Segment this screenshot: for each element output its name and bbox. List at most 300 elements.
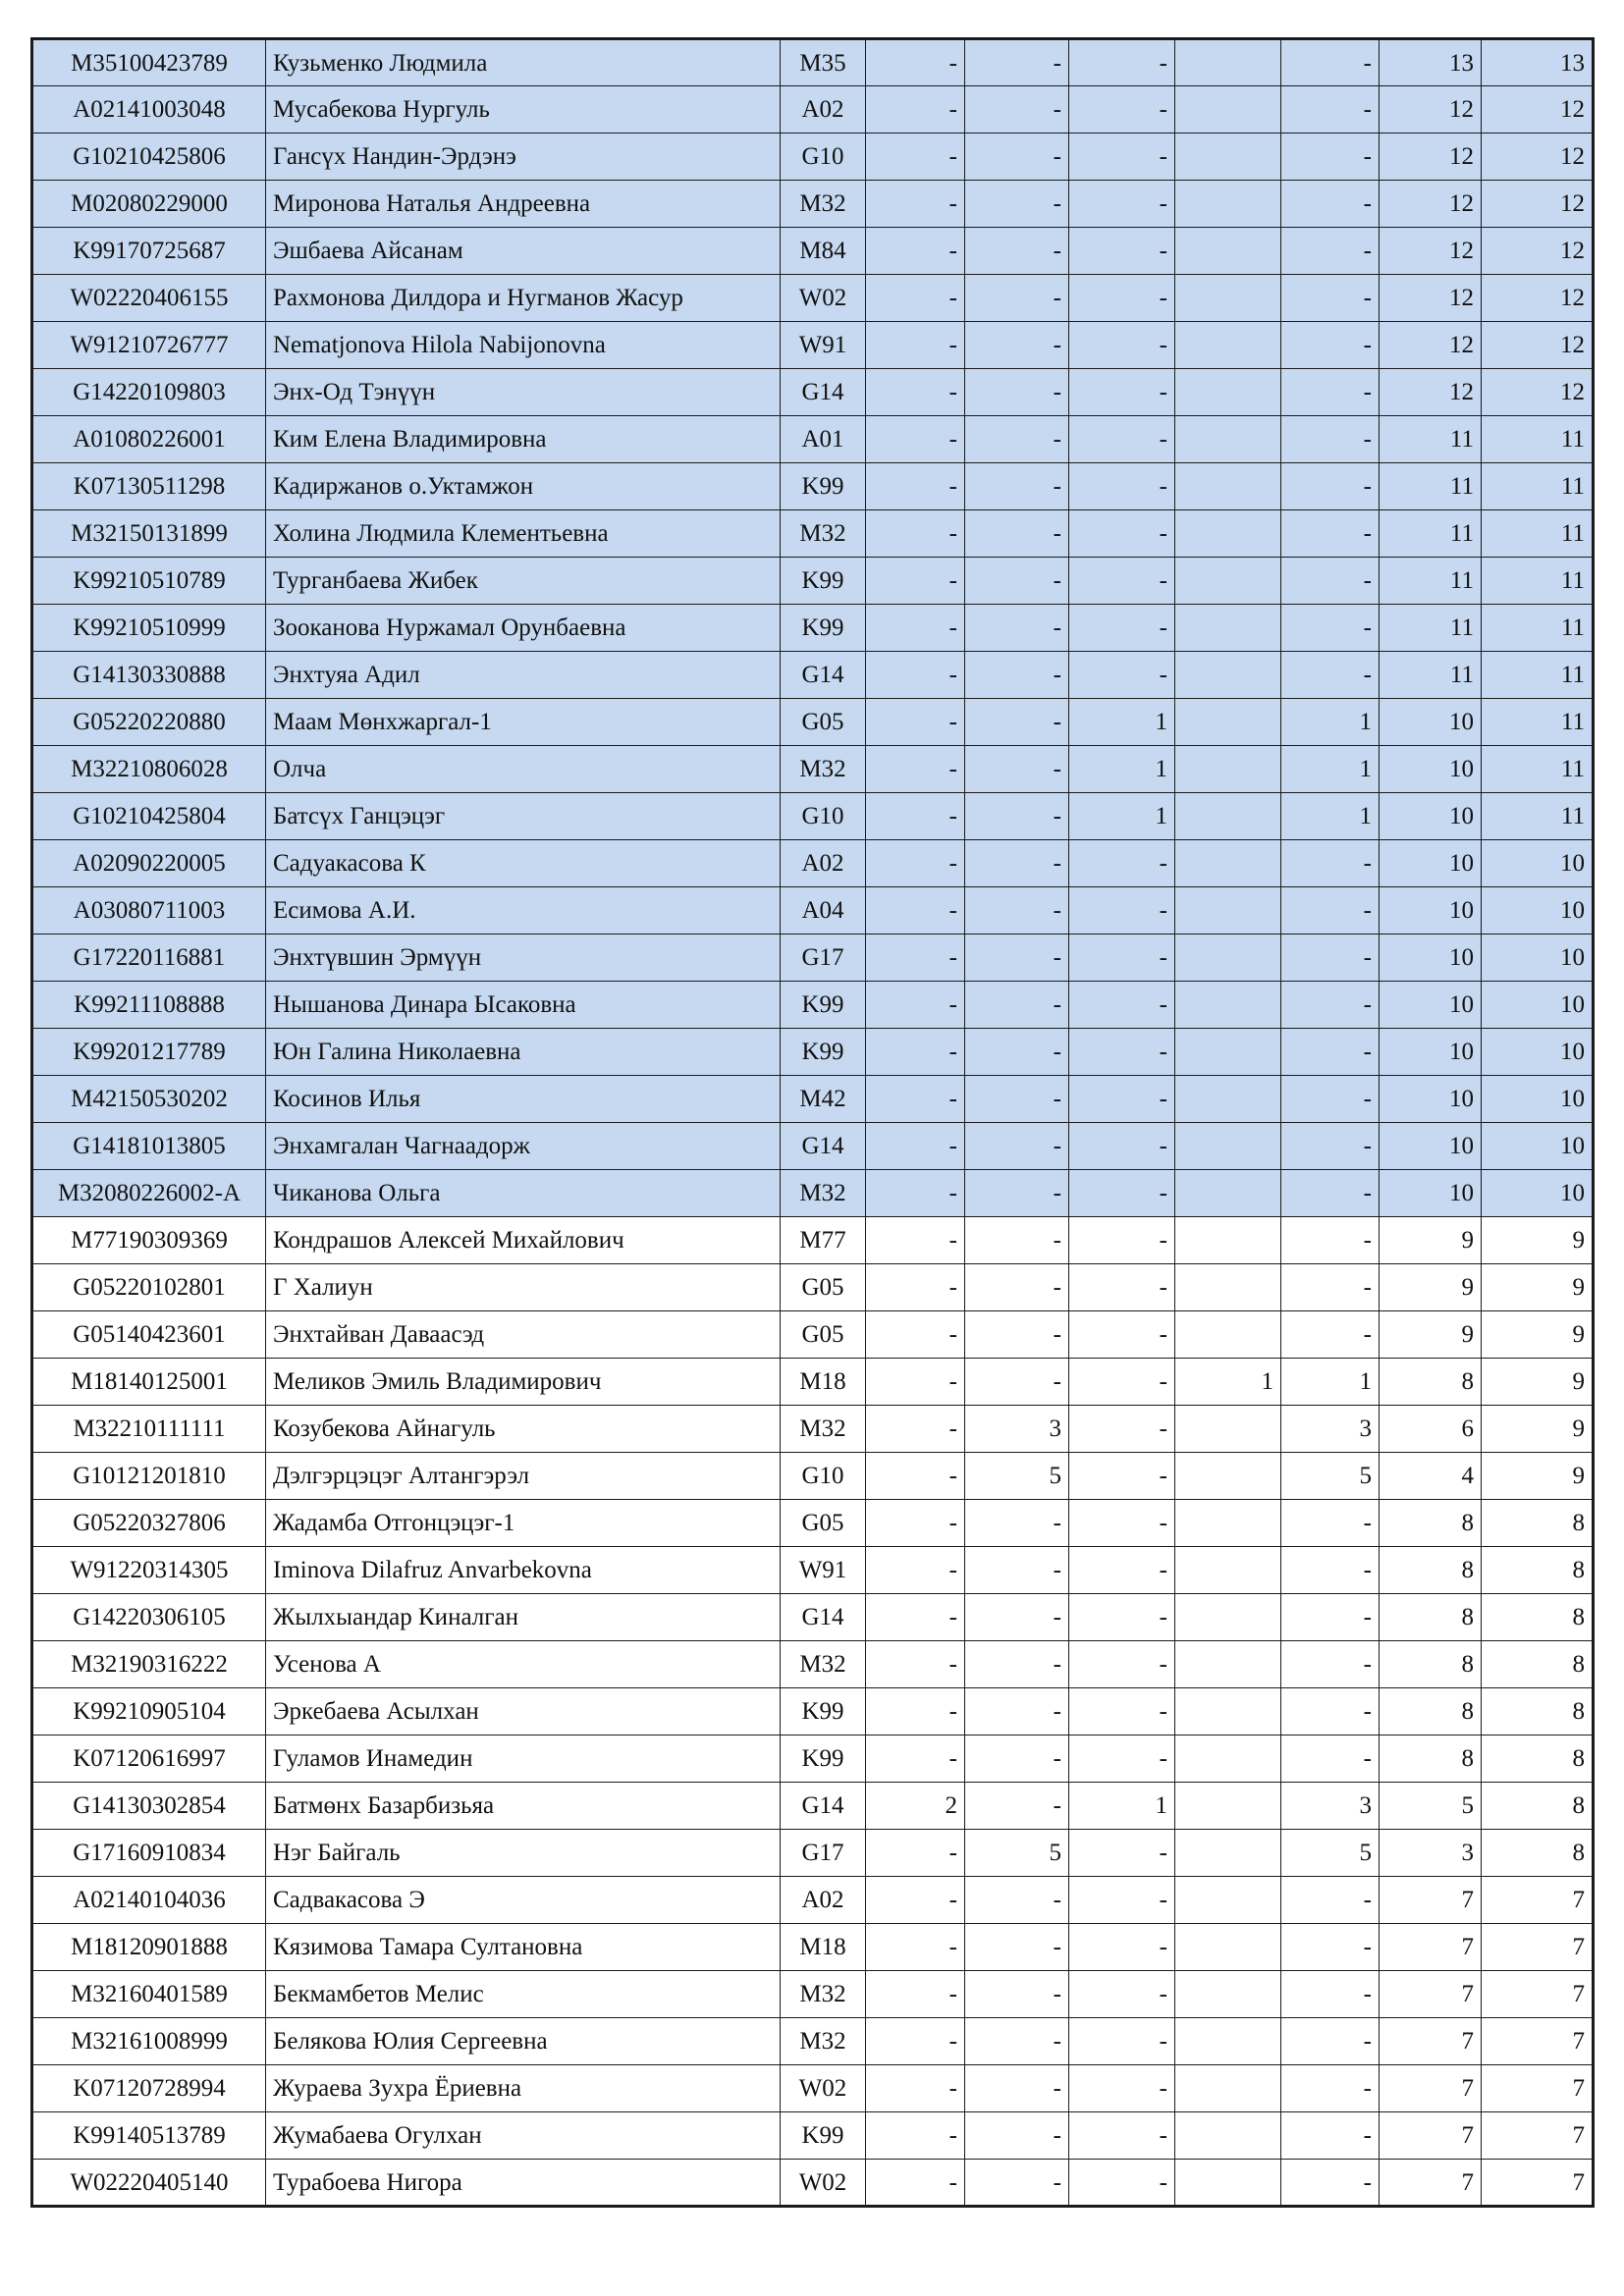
value-cell-5: 5 [1281,1830,1380,1877]
value-cell-2: - [965,1170,1069,1217]
value-cell-1: - [866,2160,965,2207]
total-cell: 12 [1482,181,1594,228]
value-cell-4 [1175,1688,1281,1735]
value-cell-1: - [866,1971,965,2018]
member-name-cell: Энхтуяа Адил [266,652,781,699]
total-cell: 12 [1482,86,1594,133]
value-cell-1: - [866,605,965,652]
value-cell-5: - [1281,1076,1380,1123]
value-cell-6: 8 [1380,1547,1482,1594]
value-cell-3: - [1069,982,1175,1029]
value-cell-3: 1 [1069,746,1175,793]
group-code-cell: G14 [781,1123,866,1170]
value-cell-4 [1175,934,1281,982]
value-cell-5: - [1281,2160,1380,2207]
total-cell: 10 [1482,840,1594,887]
group-code-cell: A01 [781,416,866,463]
value-cell-4 [1175,181,1281,228]
value-cell-1: - [866,86,965,133]
value-cell-6: 8 [1380,1735,1482,1783]
value-cell-4 [1175,416,1281,463]
value-cell-1: - [866,746,965,793]
total-cell: 8 [1482,1594,1594,1641]
total-cell: 11 [1482,558,1594,605]
group-code-cell: M32 [781,746,866,793]
group-code-cell: M84 [781,228,866,275]
value-cell-6: 10 [1380,1170,1482,1217]
value-cell-4 [1175,2160,1281,2207]
value-cell-1: - [866,793,965,840]
value-cell-5: - [1281,1594,1380,1641]
value-cell-3: - [1069,840,1175,887]
value-cell-4 [1175,1453,1281,1500]
member-name-cell: Олча [266,746,781,793]
value-cell-4 [1175,652,1281,699]
value-cell-6: 7 [1380,1924,1482,1971]
value-cell-6: 10 [1380,793,1482,840]
value-cell-1: - [866,1594,965,1641]
group-code-cell: M32 [781,1170,866,1217]
member-id-cell: G14220109803 [32,369,266,416]
total-cell: 10 [1482,982,1594,1029]
group-code-cell: A02 [781,86,866,133]
value-cell-6: 10 [1380,1029,1482,1076]
table-row [32,699,1594,746]
value-cell-2: - [965,1783,1069,1830]
value-cell-5: - [1281,1735,1380,1783]
member-id-cell: K99201217789 [32,1029,266,1076]
value-cell-3: - [1069,1170,1175,1217]
value-cell-2: - [965,322,1069,369]
value-cell-6: 5 [1380,1783,1482,1830]
value-cell-4 [1175,86,1281,133]
value-cell-1: - [866,699,965,746]
value-cell-3: - [1069,1641,1175,1688]
value-cell-3: - [1069,1123,1175,1170]
value-cell-6: 10 [1380,840,1482,887]
value-cell-4 [1175,746,1281,793]
total-cell: 12 [1482,322,1594,369]
value-cell-3: - [1069,1217,1175,1264]
value-cell-2: - [965,86,1069,133]
group-code-cell: K99 [781,558,866,605]
value-cell-5: - [1281,840,1380,887]
member-id-cell: M35100423789 [32,39,266,86]
group-code-cell: M32 [781,1641,866,1688]
value-cell-6: 8 [1380,1594,1482,1641]
member-id-cell: M77190309369 [32,1217,266,1264]
value-cell-1: - [866,1123,965,1170]
value-cell-3: - [1069,1311,1175,1359]
table-row [32,1877,1594,1924]
value-cell-3: - [1069,322,1175,369]
value-cell-1: - [866,1311,965,1359]
total-cell: 7 [1482,2160,1594,2207]
table-row [32,2112,1594,2160]
group-code-cell: M32 [781,181,866,228]
value-cell-6: 8 [1380,1500,1482,1547]
value-cell-6: 6 [1380,1406,1482,1453]
value-cell-1: - [866,133,965,181]
group-code-cell: G14 [781,1594,866,1641]
value-cell-6: 7 [1380,2160,1482,2207]
table-row [32,181,1594,228]
value-cell-4 [1175,605,1281,652]
value-cell-3: - [1069,181,1175,228]
value-cell-3: - [1069,652,1175,699]
value-cell-2: - [965,746,1069,793]
value-cell-2: - [965,2018,1069,2065]
total-cell: 8 [1482,1500,1594,1547]
value-cell-2: 5 [965,1453,1069,1500]
value-cell-2: - [965,369,1069,416]
value-cell-6: 10 [1380,934,1482,982]
table-row [32,982,1594,1029]
value-cell-6: 8 [1380,1641,1482,1688]
value-cell-3: - [1069,934,1175,982]
group-code-cell: M77 [781,1217,866,1264]
table-body [32,39,1594,2207]
value-cell-1: - [866,1453,965,1500]
value-cell-6: 9 [1380,1311,1482,1359]
member-name-cell: Холина Людмила Клементьевна [266,510,781,558]
value-cell-6: 11 [1380,558,1482,605]
table-row [32,2160,1594,2207]
value-cell-2: - [965,2160,1069,2207]
value-cell-4 [1175,322,1281,369]
member-name-cell: Козубекова Айнагуль [266,1406,781,1453]
member-name-cell: Усенова А [266,1641,781,1688]
group-code-cell: M32 [781,1406,866,1453]
value-cell-6: 10 [1380,746,1482,793]
group-code-cell: W02 [781,275,866,322]
value-cell-4: 1 [1175,1359,1281,1406]
value-cell-1: - [866,1500,965,1547]
value-cell-4 [1175,558,1281,605]
member-name-cell: Зооканова Нуржамал Орунбаевна [266,605,781,652]
value-cell-6: 7 [1380,2112,1482,2160]
group-code-cell: G05 [781,1264,866,1311]
member-name-cell: Нэг Байгаль [266,1830,781,1877]
value-cell-3: - [1069,558,1175,605]
group-code-cell: M35 [781,39,866,86]
member-name-cell: Турабоева Нигора [266,2160,781,2207]
value-cell-6: 10 [1380,1123,1482,1170]
group-code-cell: G05 [781,699,866,746]
group-code-cell: G10 [781,1453,866,1500]
value-cell-4 [1175,2112,1281,2160]
member-name-cell: Батмөнх Базарбизьяа [266,1783,781,1830]
member-id-cell: G10210425804 [32,793,266,840]
value-cell-5: - [1281,1029,1380,1076]
value-cell-3: - [1069,275,1175,322]
total-cell: 11 [1482,746,1594,793]
value-cell-1: - [866,840,965,887]
value-cell-1: - [866,558,965,605]
value-cell-6: 11 [1380,510,1482,558]
member-id-cell: M32161008999 [32,2018,266,2065]
group-code-cell: G05 [781,1311,866,1359]
value-cell-3: - [1069,1453,1175,1500]
value-cell-1: - [866,2065,965,2112]
value-cell-5: - [1281,369,1380,416]
value-cell-6: 8 [1380,1688,1482,1735]
value-cell-6: 10 [1380,982,1482,1029]
value-cell-6: 12 [1380,133,1482,181]
member-id-cell: A02141003048 [32,86,266,133]
value-cell-4 [1175,1217,1281,1264]
value-cell-3: - [1069,1924,1175,1971]
value-cell-2: - [965,1594,1069,1641]
table-row [32,1924,1594,1971]
value-cell-5: - [1281,558,1380,605]
total-cell: 11 [1482,416,1594,463]
value-cell-6: 8 [1380,1359,1482,1406]
value-cell-5: - [1281,1971,1380,2018]
value-cell-1: - [866,1359,965,1406]
member-id-cell: K99211108888 [32,982,266,1029]
value-cell-1: - [866,1877,965,1924]
member-name-cell: Энхтүвшин Эрмүүн [266,934,781,982]
table-row [32,228,1594,275]
table-row [32,1123,1594,1170]
member-name-cell: Нышанова Динара Ысаковна [266,982,781,1029]
member-id-cell: K07120616997 [32,1735,266,1783]
value-cell-2: - [965,1500,1069,1547]
member-name-cell: Эшбаева Айсанам [266,228,781,275]
member-name-cell: Энхамгалан Чагнаадорж [266,1123,781,1170]
value-cell-5: 3 [1281,1406,1380,1453]
value-cell-4 [1175,510,1281,558]
table-row [32,416,1594,463]
table-row [32,1688,1594,1735]
value-cell-5: - [1281,887,1380,934]
group-code-cell: A02 [781,840,866,887]
member-name-cell: Кондрашов Алексей Михайлович [266,1217,781,1264]
value-cell-3: - [1069,1594,1175,1641]
value-cell-2: - [965,1688,1069,1735]
table-row [32,275,1594,322]
value-cell-1: - [866,2112,965,2160]
table-row [32,322,1594,369]
total-cell: 9 [1482,1217,1594,1264]
value-cell-6: 10 [1380,699,1482,746]
total-cell: 7 [1482,2112,1594,2160]
member-id-cell: G17220116881 [32,934,266,982]
total-cell: 12 [1482,369,1594,416]
value-cell-6: 12 [1380,228,1482,275]
group-code-cell: G05 [781,1500,866,1547]
value-cell-4 [1175,840,1281,887]
table-row [32,1735,1594,1783]
group-code-cell: M32 [781,1971,866,2018]
table-row [32,558,1594,605]
value-cell-1: - [866,275,965,322]
value-cell-2: - [965,1641,1069,1688]
total-cell: 12 [1482,275,1594,322]
table-row [32,887,1594,934]
value-cell-6: 12 [1380,369,1482,416]
group-code-cell: W91 [781,322,866,369]
value-cell-3: - [1069,369,1175,416]
total-cell: 9 [1482,1264,1594,1311]
total-cell: 11 [1482,605,1594,652]
value-cell-4 [1175,463,1281,510]
value-cell-4 [1175,1735,1281,1783]
value-cell-2: - [965,1359,1069,1406]
value-cell-5: - [1281,1311,1380,1359]
value-cell-6: 9 [1380,1217,1482,1264]
member-id-cell: K07120728994 [32,2065,266,2112]
value-cell-1: - [866,1830,965,1877]
table-row [32,1170,1594,1217]
value-cell-2: - [965,228,1069,275]
value-cell-5: - [1281,228,1380,275]
value-cell-3: - [1069,1830,1175,1877]
member-id-cell: M02080229000 [32,181,266,228]
value-cell-2: - [965,887,1069,934]
value-cell-6: 7 [1380,2065,1482,2112]
value-cell-5: - [1281,1217,1380,1264]
group-code-cell: K99 [781,1029,866,1076]
value-cell-2: - [965,1735,1069,1783]
value-cell-4 [1175,1877,1281,1924]
member-name-cell: Мусабекова Нургуль [266,86,781,133]
value-cell-3: - [1069,1877,1175,1924]
value-cell-6: 12 [1380,86,1482,133]
value-cell-2: - [965,840,1069,887]
value-cell-5: - [1281,1924,1380,1971]
value-cell-1: - [866,181,965,228]
member-id-cell: G14181013805 [32,1123,266,1170]
value-cell-2: - [965,934,1069,982]
member-id-cell: W02220406155 [32,275,266,322]
value-cell-2: - [965,1924,1069,1971]
value-cell-1: - [866,652,965,699]
value-cell-5: - [1281,2065,1380,2112]
table-row [32,2018,1594,2065]
member-id-cell: G10210425806 [32,133,266,181]
member-name-cell: Рахмонова Дилдора и Нугманов Жасур [266,275,781,322]
value-cell-5: - [1281,1641,1380,1688]
member-id-cell: G05140423601 [32,1311,266,1359]
value-cell-3: - [1069,605,1175,652]
value-cell-3: - [1069,1359,1175,1406]
value-cell-6: 4 [1380,1453,1482,1500]
member-id-cell: K99140513789 [32,2112,266,2160]
value-cell-1: - [866,887,965,934]
member-id-cell: K99210510999 [32,605,266,652]
total-cell: 12 [1482,228,1594,275]
value-cell-2: - [965,1311,1069,1359]
value-cell-3: - [1069,463,1175,510]
value-cell-1: - [866,1217,965,1264]
value-cell-1: - [866,2018,965,2065]
member-name-cell: Г Халиун [266,1264,781,1311]
total-cell: 10 [1482,1123,1594,1170]
value-cell-1: - [866,322,965,369]
value-cell-1: - [866,39,965,86]
value-cell-2: - [965,181,1069,228]
value-cell-5: - [1281,86,1380,133]
value-cell-6: 12 [1380,275,1482,322]
value-cell-6: 7 [1380,2018,1482,2065]
value-cell-4 [1175,275,1281,322]
member-name-cell: Гуламов Инамедин [266,1735,781,1783]
value-cell-5: - [1281,275,1380,322]
total-cell: 7 [1482,2065,1594,2112]
value-cell-5: - [1281,982,1380,1029]
member-id-cell: K99170725687 [32,228,266,275]
table-row [32,793,1594,840]
value-cell-6: 10 [1380,1076,1482,1123]
table-row [32,1783,1594,1830]
value-cell-2: - [965,793,1069,840]
member-name-cell: Белякова Юлия Сергеевна [266,2018,781,2065]
value-cell-2: - [965,605,1069,652]
table-row [32,1029,1594,1076]
group-code-cell: W02 [781,2160,866,2207]
value-cell-5: 5 [1281,1453,1380,1500]
value-cell-4 [1175,1029,1281,1076]
total-cell: 10 [1482,934,1594,982]
value-cell-4 [1175,1500,1281,1547]
value-cell-5: 1 [1281,746,1380,793]
table-row [32,369,1594,416]
value-cell-2: - [965,463,1069,510]
table-row [32,1547,1594,1594]
value-cell-1: - [866,1170,965,1217]
value-cell-4 [1175,1830,1281,1877]
total-cell: 10 [1482,1029,1594,1076]
member-name-cell: Жылхыандар Киналган [266,1594,781,1641]
table-row [32,2065,1594,2112]
value-cell-3: - [1069,1264,1175,1311]
total-cell: 8 [1482,1688,1594,1735]
group-code-cell: G10 [781,133,866,181]
value-cell-4 [1175,982,1281,1029]
group-code-cell: G14 [781,652,866,699]
member-id-cell: M32080226002-A [32,1170,266,1217]
member-name-cell: Бекмамбетов Мелис [266,1971,781,2018]
table-row [32,39,1594,86]
value-cell-4 [1175,2018,1281,2065]
member-id-cell: A02090220005 [32,840,266,887]
value-cell-1: - [866,463,965,510]
member-name-cell: Жураева Зухра Ёриевна [266,2065,781,2112]
value-cell-5: - [1281,510,1380,558]
member-name-cell: Ким Елена Владимировна [266,416,781,463]
value-cell-4 [1175,793,1281,840]
value-cell-3: - [1069,1500,1175,1547]
value-cell-5: - [1281,605,1380,652]
total-cell: 13 [1482,39,1594,86]
value-cell-5: - [1281,1500,1380,1547]
member-id-cell: K99210905104 [32,1688,266,1735]
value-cell-5: 1 [1281,1359,1380,1406]
value-cell-5: - [1281,2112,1380,2160]
value-cell-6: 9 [1380,1264,1482,1311]
value-cell-2: - [965,2112,1069,2160]
value-cell-2: - [965,1547,1069,1594]
value-cell-5: - [1281,934,1380,982]
value-cell-3: - [1069,1029,1175,1076]
member-id-cell: K99210510789 [32,558,266,605]
member-name-cell: Кязимова Тамара Султановна [266,1924,781,1971]
table-row [32,1406,1594,1453]
member-name-cell: Миронова Наталья Андреевна [266,181,781,228]
value-cell-4 [1175,1406,1281,1453]
